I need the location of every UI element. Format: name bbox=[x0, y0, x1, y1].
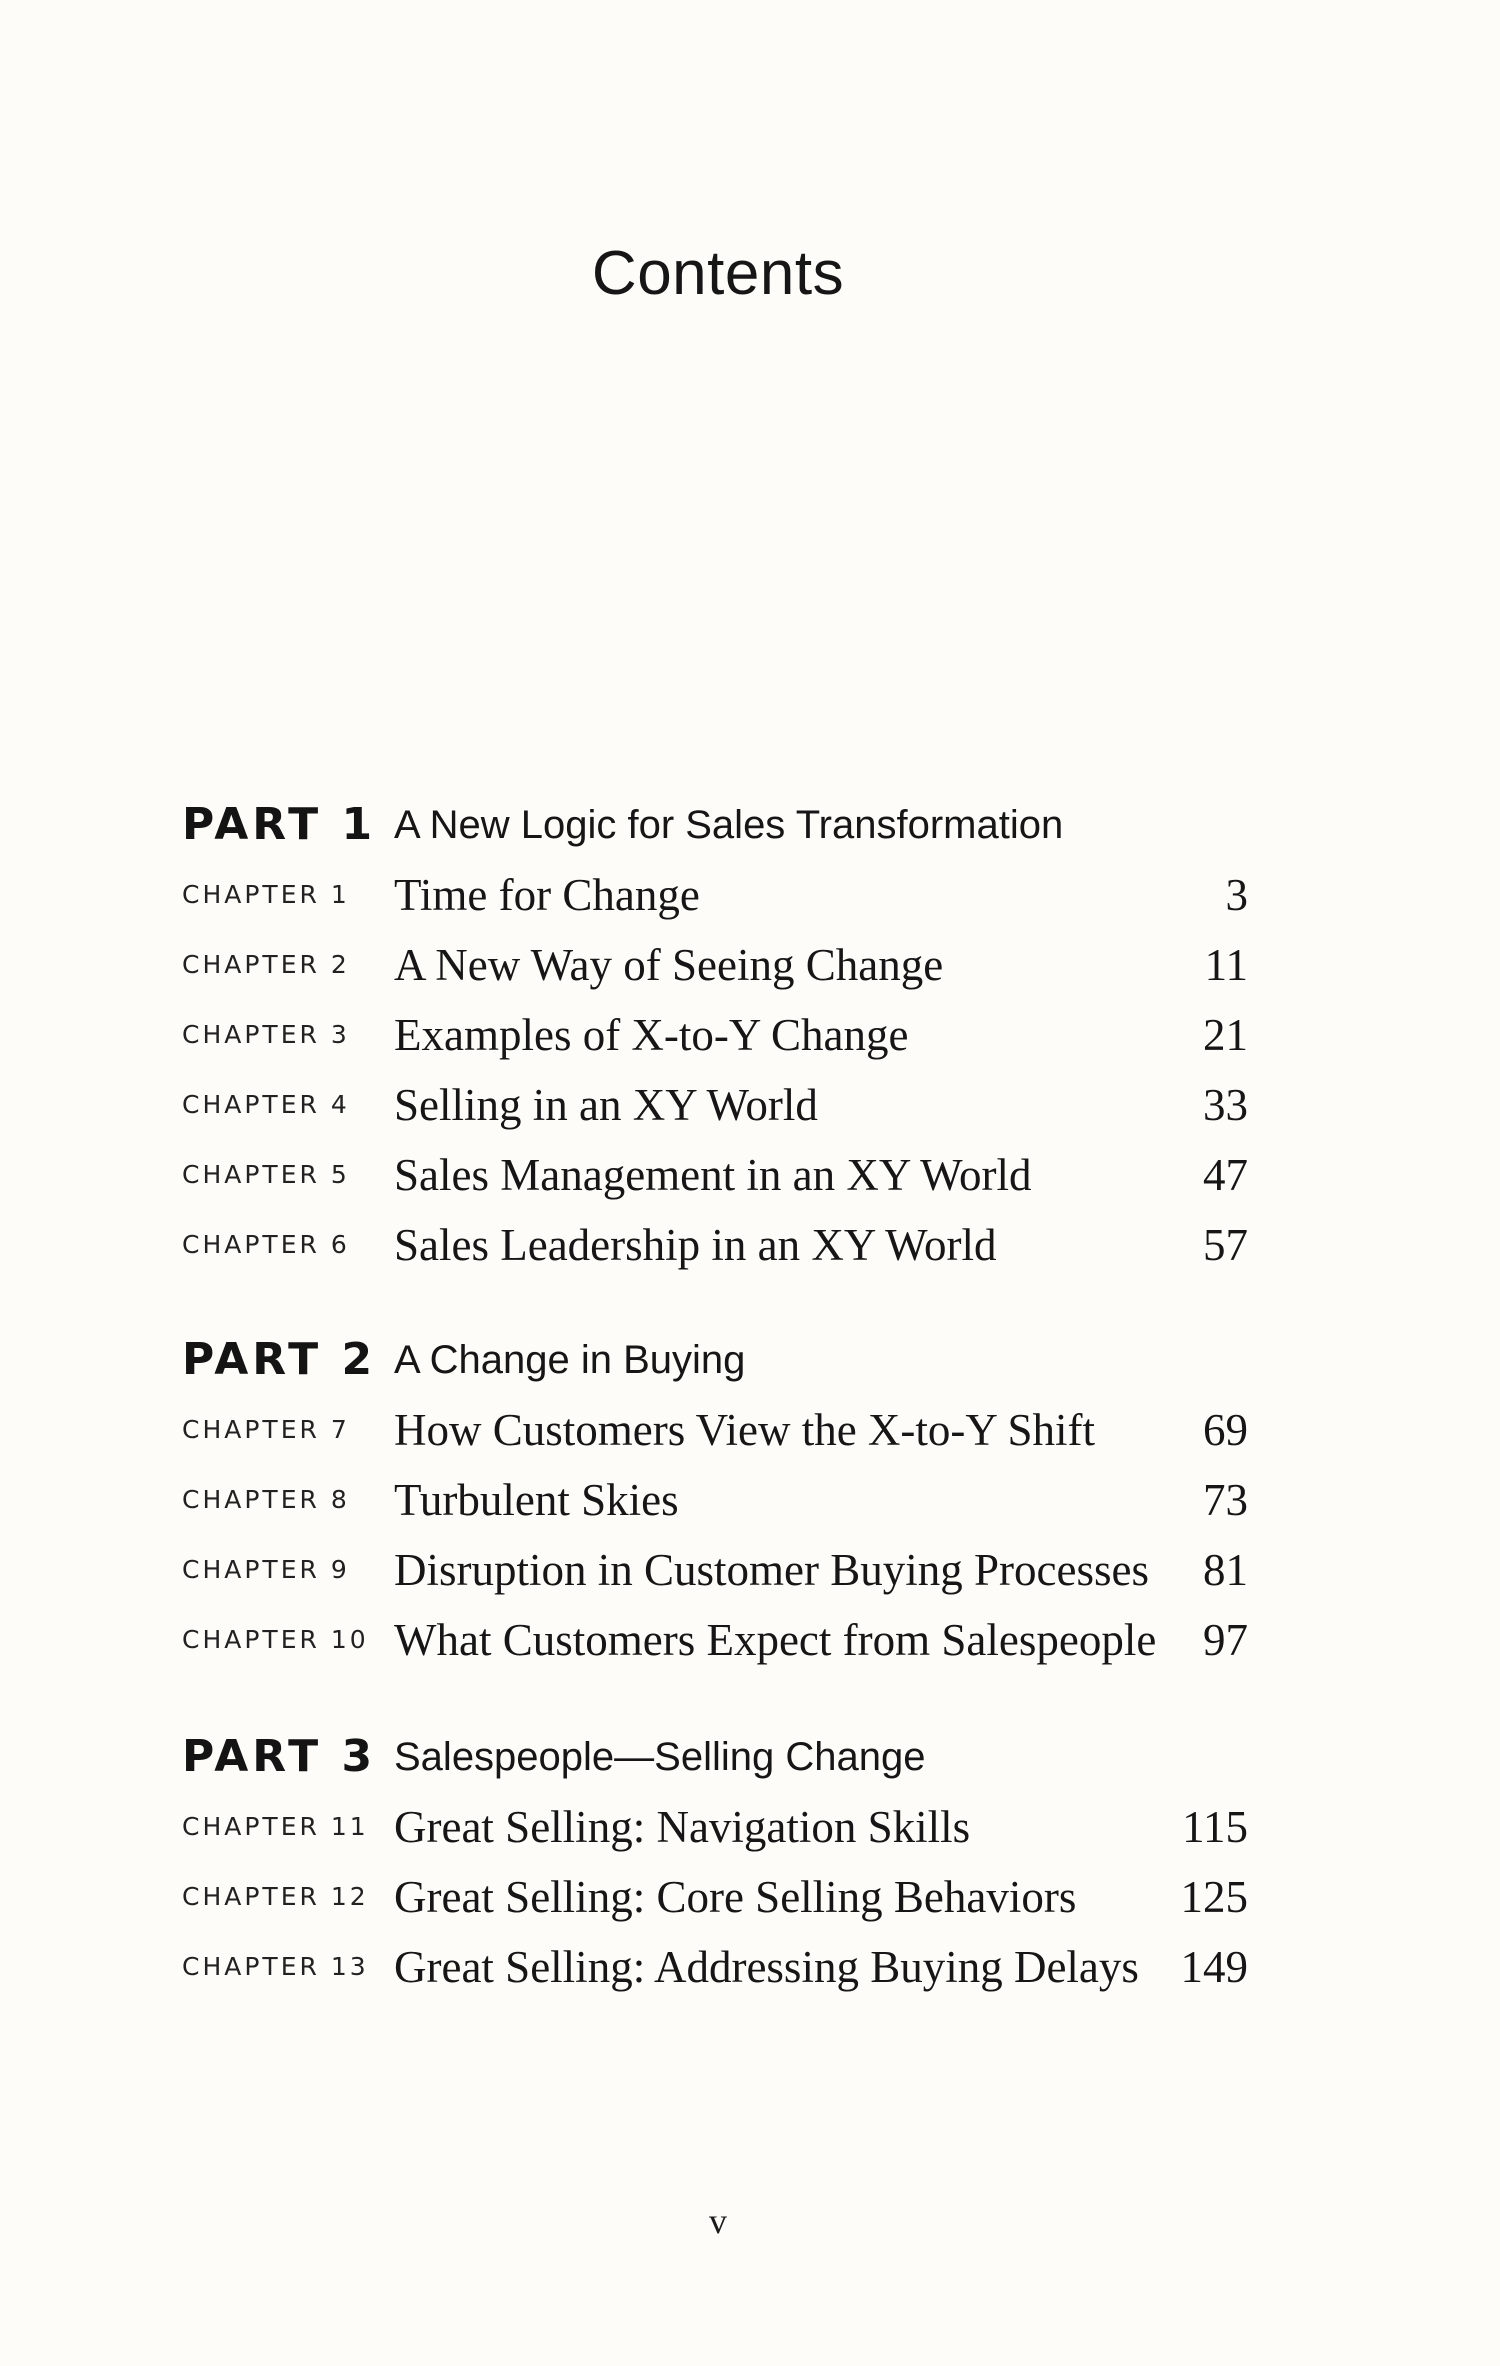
chapter-label: CHAPTER 2 bbox=[182, 950, 350, 979]
chapter-page-number: 57 bbox=[1203, 1220, 1248, 1270]
chapter-page-number: 69 bbox=[1203, 1405, 1248, 1455]
chapter-row[interactable] bbox=[0, 1005, 1500, 1065]
chapter-page-number: 81 bbox=[1203, 1545, 1248, 1595]
chapter-label: CHAPTER 13 bbox=[182, 1952, 369, 1981]
chapter-page-number: 97 bbox=[1203, 1615, 1248, 1665]
part-label: PART 3 bbox=[182, 1731, 377, 1782]
chapter-label: CHAPTER 7 bbox=[182, 1415, 350, 1444]
chapter-title: Great Selling: Core Selling Behaviors bbox=[394, 1872, 1077, 1922]
chapter-title: How Customers View the X-to-Y Shift bbox=[394, 1405, 1095, 1455]
chapter-row[interactable] bbox=[0, 1867, 1500, 1927]
chapter-title: Turbulent Skies bbox=[394, 1475, 679, 1525]
chapter-title: Sales Management in an XY World bbox=[394, 1150, 1032, 1200]
chapter-row[interactable] bbox=[0, 1470, 1500, 1530]
chapter-title: Examples of X-to-Y Change bbox=[394, 1010, 909, 1060]
chapter-label: CHAPTER 11 bbox=[182, 1812, 369, 1841]
chapter-label: CHAPTER 1 bbox=[182, 880, 350, 909]
chapter-title: Great Selling: Navigation Skills bbox=[394, 1802, 971, 1852]
chapter-label: CHAPTER 4 bbox=[182, 1090, 350, 1119]
chapter-label: CHAPTER 3 bbox=[182, 1020, 350, 1049]
chapter-title: Sales Leadership in an XY World bbox=[394, 1220, 997, 1270]
chapter-title: Disruption in Customer Buying Processes bbox=[394, 1545, 1149, 1595]
chapter-label: CHAPTER 12 bbox=[182, 1882, 369, 1911]
chapter-label: CHAPTER 6 bbox=[182, 1230, 350, 1259]
chapter-page-number: 47 bbox=[1203, 1150, 1248, 1200]
chapter-label: CHAPTER 9 bbox=[182, 1555, 350, 1584]
part-heading bbox=[0, 1330, 1500, 1390]
chapter-row[interactable] bbox=[0, 1610, 1500, 1670]
chapter-page-number: 149 bbox=[1180, 1942, 1248, 1992]
chapter-page-number: 3 bbox=[1225, 870, 1248, 920]
chapter-row[interactable] bbox=[0, 1145, 1500, 1205]
chapter-label: CHAPTER 10 bbox=[182, 1625, 369, 1654]
part-label: PART 2 bbox=[182, 1334, 377, 1385]
part-title: A New Logic for Sales Transformation bbox=[394, 803, 1064, 847]
chapter-page-number: 11 bbox=[1204, 940, 1248, 990]
chapter-label: CHAPTER 5 bbox=[182, 1160, 350, 1189]
chapter-title: Time for Change bbox=[394, 870, 700, 920]
chapter-row[interactable] bbox=[0, 1937, 1500, 1997]
part-heading bbox=[0, 795, 1500, 855]
chapter-title: A New Way of Seeing Change bbox=[394, 940, 944, 990]
part-label: PART 1 bbox=[182, 799, 377, 850]
chapter-row[interactable] bbox=[0, 1540, 1500, 1600]
chapter-row[interactable] bbox=[0, 1215, 1500, 1275]
page-number: v bbox=[709, 2201, 727, 2241]
chapter-row[interactable] bbox=[0, 1400, 1500, 1460]
chapter-row[interactable] bbox=[0, 865, 1500, 925]
part-heading bbox=[0, 1727, 1500, 1787]
chapter-row[interactable] bbox=[0, 935, 1500, 995]
chapter-page-number: 21 bbox=[1203, 1010, 1248, 1060]
chapter-page-number: 33 bbox=[1203, 1080, 1248, 1130]
chapter-title: Great Selling: Addressing Buying Delays bbox=[394, 1942, 1139, 1992]
chapter-title: What Customers Expect from Salespeople bbox=[394, 1615, 1157, 1665]
chapter-row[interactable] bbox=[0, 1797, 1500, 1857]
chapter-label: CHAPTER 8 bbox=[182, 1485, 350, 1514]
part-title: A Change in Buying bbox=[394, 1338, 746, 1382]
chapter-page-number: 115 bbox=[1182, 1802, 1248, 1852]
chapter-row[interactable] bbox=[0, 1075, 1500, 1135]
part-title: Salespeople—Selling Change bbox=[394, 1735, 926, 1779]
chapter-page-number: 125 bbox=[1180, 1872, 1248, 1922]
chapter-page-number: 73 bbox=[1203, 1475, 1248, 1525]
page-title: Contents bbox=[591, 239, 845, 308]
chapter-title: Selling in an XY World bbox=[394, 1080, 818, 1130]
